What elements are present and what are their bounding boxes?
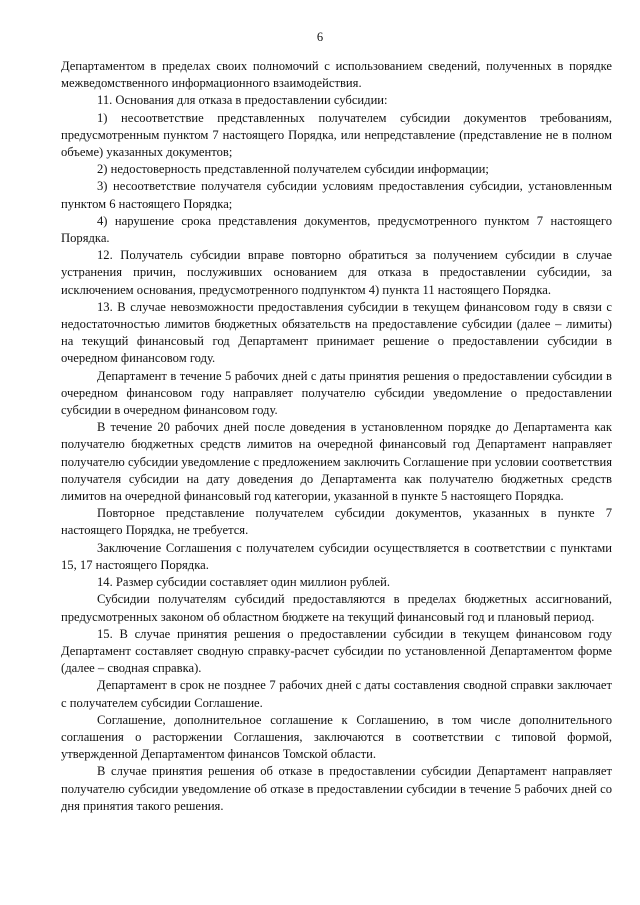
- paragraph-item-15: 15. В случае принятия решения о предоставлении субсидии в текущем финансовом году Департамент составляет сводную справку-расчет субсидии по установленной Департаментом форме (далее – сводная справка).: [61, 626, 612, 676]
- paragraph-item-11: 11. Основания для отказа в предоставлении субсидии:: [97, 93, 388, 108]
- paragraph-subitem-2: 2) недостоверность представленной получателем субсидии информации;: [97, 162, 489, 177]
- paragraph-item-15-refusal: В случае принятия решения об отказе в предоставлении субсидии Департамент направляет получателю субсидии уведомление об отказе в предоставлении субсидии в течение 5 рабочих дней со дня принятия такого решения.: [61, 764, 612, 813]
- paragraph-continuation: Департаментом в пределах своих полномочий с использованием сведений, полученных в порядке межведомственного информационного взаимодействия.: [61, 59, 612, 91]
- paragraph-subitem-1: 1) несоответствие представленных получателем субсидии документов требованиям, предусмотренным пунктом 7 настоящего Порядка, или непредставление (представление не в полном объеме) указанных документов;: [61, 110, 612, 160]
- paragraph-item-13-documents: Повторное представление получателем субсидии документов, указанных в пункте 7 настоящего Порядка, не требуется.: [61, 506, 612, 538]
- paragraph-item-15-form: Соглашение, дополнительное соглашение к Соглашению, в том числе дополнительного соглашения о расторжении Соглашения, заключаются в соответствии с типовой формой, утвержденной Департаментом финансов Томской области.: [61, 712, 612, 762]
- paragraph-item-13-notice: Департамент в течение 5 рабочих дней с даты принятия решения о предоставлении субсидии в очередном финансовом году направляет получателю субсидии уведомление о предоставлении субсидии в очередном финансовом году.: [61, 368, 612, 418]
- paragraph-item-13-conclusion: Заключение Соглашения с получателем субсидии осуществляется в соответствии с пунктами 15, 17 настоящего Порядка.: [61, 540, 612, 572]
- paragraph-item-14-budget: Субсидии получателям субсидий предоставляются в пределах бюджетных ассигнований, предусмотренных законом об областном бюджете на текущий финансовый год и плановый период.: [61, 592, 612, 624]
- paragraph-subitem-4: 4) нарушение срока представления документов, предусмотренного пунктом 7 настоящего Порядка.: [61, 213, 612, 246]
- paragraph-item-15-deadline: Департамент в срок не позднее 7 рабочих дней с даты составления сводной справки заключает с получателем субсидии Соглашение.: [61, 678, 612, 710]
- paragraph-item-13: 13. В случае невозможности предоставления субсидии в текущем финансовом году в связи с недостаточностью лимитов бюджетных обязательств на предоставление субсидии (далее – лимиты) на текущий финансовый год Департамент принимает решение о предоставлении субсидии в очередном финансовом году.: [61, 299, 612, 366]
- paragraph-item-13-agreement-offer: В течение 20 рабочих дней после доведения в установленном порядке до Департамента как получателю бюджетных средств лимитов на очередной финансовый год Департамент направляет получателю субсидии уведомление с предложением заключить Соглашение при условии соответствия получателя субсидии на дату доведения до Департамента как получателю бюджетных средств лимитов на очередной финансовый год категории, указанной в пункте 5 настоящего Порядка.: [61, 420, 612, 504]
- paragraph-subitem-3: 3) несоответствие получателя субсидии условиям предоставления субсидии, установленным пунктом 6 настоящего Порядка;: [61, 179, 612, 211]
- page-number: 6: [316, 30, 324, 44]
- document-body: [61, 58, 612, 815]
- paragraph-item-12: 12. Получатель субсидии вправе повторно обратиться за получением субсидии в случае устранения причин, послуживших основанием для отказа в предоставлении субсидии, за исключением основания, предусмотренного подпунктом 4) пункта 11 настоящего Порядка.: [61, 248, 612, 297]
- paragraph-item-14: 14. Размер субсидии составляет один миллион рублей.: [97, 575, 391, 590]
